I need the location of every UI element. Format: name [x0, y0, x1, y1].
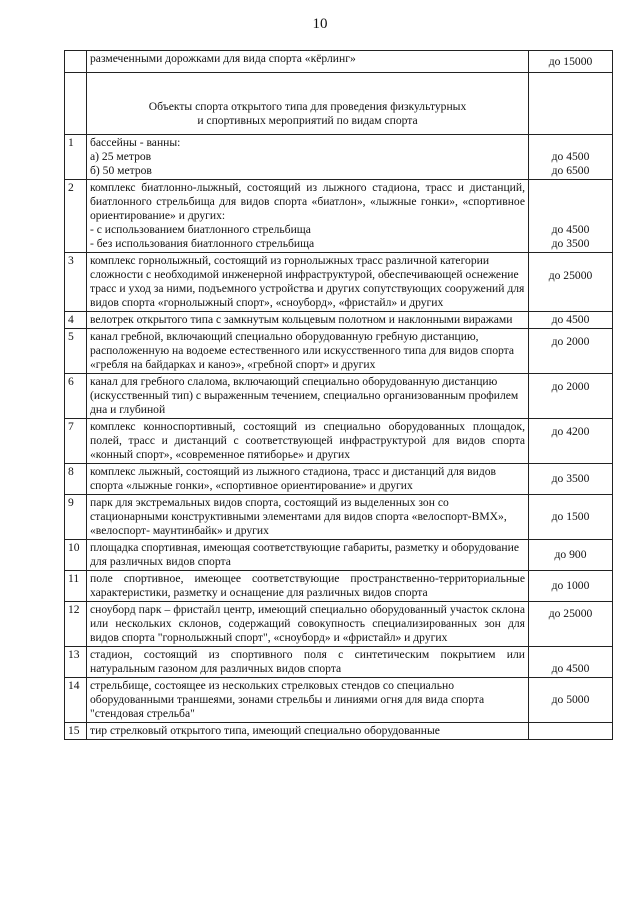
- row-capacity: до 5000: [529, 678, 613, 723]
- row-number: 13: [65, 647, 87, 678]
- row-number: 10: [65, 540, 87, 571]
- table-row: [65, 419, 613, 464]
- row-capacity: до 2000: [529, 329, 613, 374]
- table-row: [65, 602, 613, 647]
- row-description: комплекс конноспортивный, состоящий из специально оборудованных площадок, полей, трасс и дистанций с соответствующей инфраструктурой для видов спорта «конный спорт», «современное пятиборье» и других: [87, 419, 529, 464]
- row-description: сноуборд парк – фристайл центр, имеющий специально оборудованный участок склона или нескольких склонов, содержащий совокупность специализированных зон для видов спорта "горнолыжный спорт", «сноуборд» и «фристайл» и других: [87, 602, 529, 647]
- row-capacity: до 3500: [529, 464, 613, 495]
- table-row: [65, 464, 613, 495]
- section-heading-row: [65, 73, 613, 135]
- table-row: [65, 540, 613, 571]
- row-capacity: до 1500: [529, 495, 613, 540]
- row-number: 14: [65, 678, 87, 723]
- row-number: 8: [65, 464, 87, 495]
- table-row: [65, 329, 613, 374]
- row-description: канал для гребного слалома, включающий специально оборудованную дистанцию (искусственный тип) с выраженным течением, специально организованным профилем дна и глубиной: [87, 374, 529, 419]
- row-description: бассейны - ванны: а) 25 метров б) 50 метров: [87, 135, 529, 180]
- row-description: стадион, состоящий из спортивного поля с синтетическим покрытием или натуральным газоном для различных видов спорта: [87, 647, 529, 678]
- row-description: размеченными дорожками для вида спорта «кёрлинг»: [87, 51, 529, 73]
- row-description: тир стрелковый открытого типа, имеющий специально оборудованные: [87, 723, 529, 740]
- row-capacity: до 4500: [529, 647, 613, 678]
- row-description: парк для экстремальных видов спорта, состоящий из выделенных зон со стационарными конструктивными элементами для видов спорта «велоспорт-ВМХ», «велоспорт- маунтинбайк» и других: [87, 495, 529, 540]
- table-row: [65, 571, 613, 602]
- row-number: 6: [65, 374, 87, 419]
- table-row: [65, 647, 613, 678]
- row-description: комплекс лыжный, состоящий из лыжного стадиона, трасс и дистанций для видов спорта «лыжные гонки», «спортивное ориентирование» и других: [87, 464, 529, 495]
- table-row: [65, 180, 613, 253]
- row-capacity: до 25000: [529, 253, 613, 312]
- row-description: комплекс биатлонно-лыжный, состоящий из лыжного стадиона, трасс и дистанций, биатлонного стрельбища для видов спорта «биатлон», «лыжные гонки», «спортивное ориентирование» и других: - с использованием биатлонного стрельбища - без использования биатлонного стрельбища: [87, 180, 529, 253]
- row-number: 5: [65, 329, 87, 374]
- row-number: 2: [65, 180, 87, 253]
- table-row: [65, 678, 613, 723]
- row-description: стрельбище, состоящее из нескольких стрелковых стендов со специально оборудованными траншеями, зонами стрельбы и линиями огня для вида спорта "стендовая стрельба": [87, 678, 529, 723]
- table-row: [65, 374, 613, 419]
- row-number: [65, 51, 87, 73]
- row-number: 11: [65, 571, 87, 602]
- row-number: 9: [65, 495, 87, 540]
- row-number: 3: [65, 253, 87, 312]
- sports-facilities-table: [64, 50, 613, 740]
- page-number: 10: [312, 16, 328, 32]
- row-capacity: до 900: [529, 540, 613, 571]
- table-row: [65, 495, 613, 540]
- row-description: канал гребной, включающий специально оборудованную гребную дистанцию, расположенную на водоеме естественного или искусственного типа для видов спорта «гребля на байдарках и каноэ», «гребной спорт» и других: [87, 329, 529, 374]
- row-capacity: до 25000: [529, 602, 613, 647]
- row-number: 15: [65, 723, 87, 740]
- row-capacity: [529, 723, 613, 740]
- row-number: 12: [65, 602, 87, 647]
- table-row: [65, 723, 613, 740]
- row-number: 1: [65, 135, 87, 180]
- row-description: велотрек открытого типа с замкнутым кольцевым полотном и наклонными виражами: [87, 312, 529, 329]
- row-number: 4: [65, 312, 87, 329]
- row-description: площадка спортивная, имеющая соответствующие габариты, разметку и оборудование для различных видов спорта: [87, 540, 529, 571]
- row-capacity: до 2000: [529, 374, 613, 419]
- row-capacity: до 4200: [529, 419, 613, 464]
- table-row: [65, 135, 613, 180]
- row-capacity: до 4500: [529, 312, 613, 329]
- row-number: 7: [65, 419, 87, 464]
- section-heading: Объекты спорта открытого типа для проведения физкультурных и спортивных мероприятий по видам спорта: [87, 73, 529, 135]
- row-description: поле спортивное, имеющее соответствующие пространственно-территориальные характеристики, разметку и оснащение для различных видов спорта: [87, 571, 529, 602]
- row-capacity: до 15000: [529, 51, 613, 73]
- row-capacity: до 4500 до 6500: [529, 135, 613, 180]
- table-row: [65, 312, 613, 329]
- table-row: [65, 253, 613, 312]
- table-row: [65, 51, 613, 73]
- row-capacity: до 4500 до 3500: [529, 180, 613, 253]
- row-capacity: до 1000: [529, 571, 613, 602]
- row-description: комплекс горнолыжный, состоящий из горнолыжных трасс различной категории сложности с необходимой инженерной инфраструктурой, обеспечивающей оснежение трасс и уход за ними, подъемного устройства и других сопутствующих сооружений для видов спорта «горнолыжный спорт», «сноуборд», «фристайл» и других: [87, 253, 529, 312]
